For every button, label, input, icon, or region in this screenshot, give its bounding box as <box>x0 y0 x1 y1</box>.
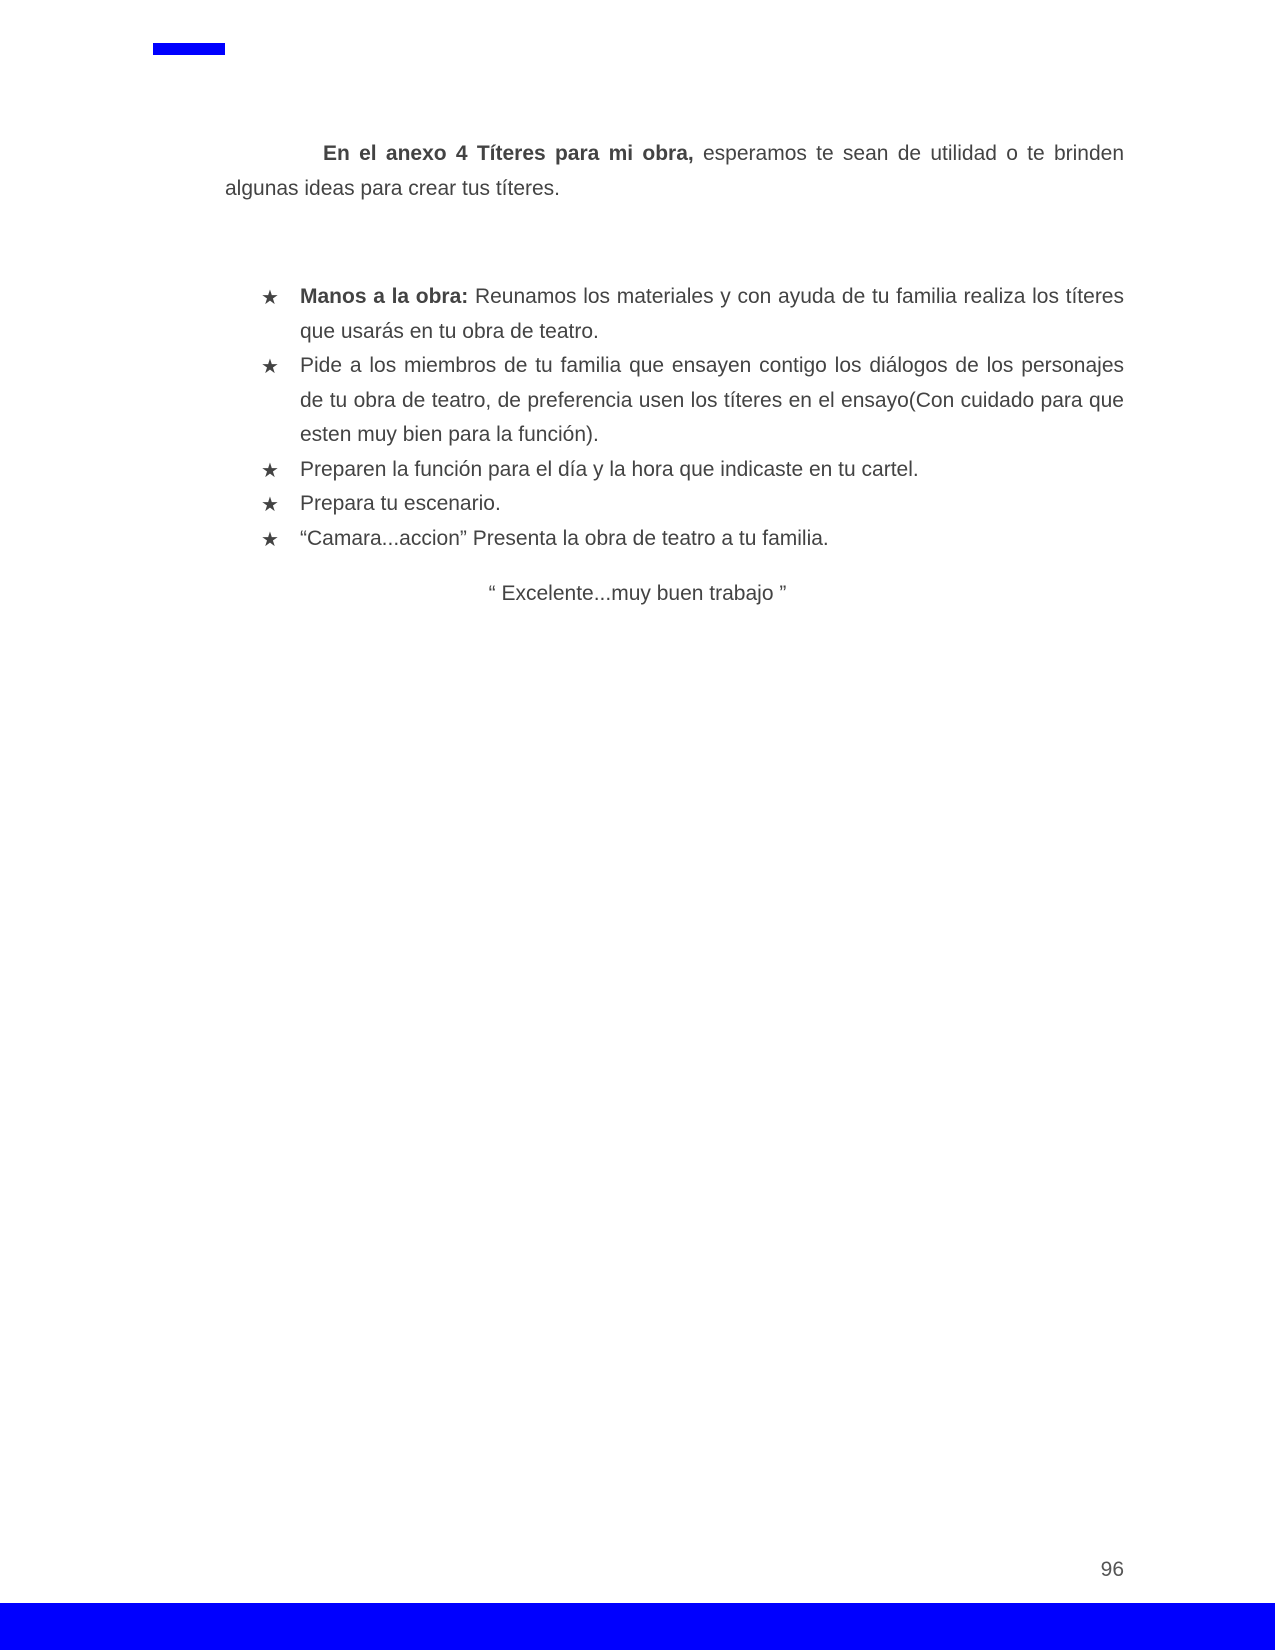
list-item <box>261 522 1124 557</box>
list-item <box>261 349 1124 453</box>
star-bullet-icon: ★ <box>261 526 279 551</box>
intro-paragraph <box>225 136 1124 206</box>
step-text: Reunamos los materiales y con ayuda de tu familia realiza los títeres que usarás en tu obra de teatro. <box>300 285 1124 343</box>
step-text: “Camara...accion” Presenta la obra de teatro a tu familia. <box>300 526 829 550</box>
step-bold-label: Manos a la obra: <box>300 285 469 308</box>
steps-list <box>261 280 1124 556</box>
bottom-accent-band <box>0 1603 1275 1650</box>
intro-text: esperamos te sean de utilidad o te brinden algunas ideas para crear tus títeres. <box>225 142 1124 200</box>
top-accent-bar <box>153 43 225 55</box>
list-item <box>261 453 1124 488</box>
star-bullet-icon: ★ <box>261 285 279 309</box>
step-text: Prepara tu escenario. <box>300 492 501 515</box>
step-text: Preparen la función para el día y la hora que indicaste en tu cartel. <box>300 457 919 481</box>
list-item <box>261 280 1124 349</box>
list-item <box>261 487 1124 522</box>
star-bullet-icon: ★ <box>261 492 279 516</box>
page-number: 96 <box>1100 1558 1124 1581</box>
closing-message: “ Excelente...muy buen trabajo ” <box>488 582 787 605</box>
step-text: Pide a los miembros de tu familia que ensayen contigo los diálogos de los personajes de tu obra de teatro, de preferencia usen los títeres en el ensayo(Con cuidado para que esten muy bien para la función). <box>300 354 1124 446</box>
intro-bold-text: En el anexo 4 Títeres para mi obra, <box>323 142 694 165</box>
star-bullet-icon: ★ <box>261 354 279 378</box>
star-bullet-icon: ★ <box>261 457 279 482</box>
